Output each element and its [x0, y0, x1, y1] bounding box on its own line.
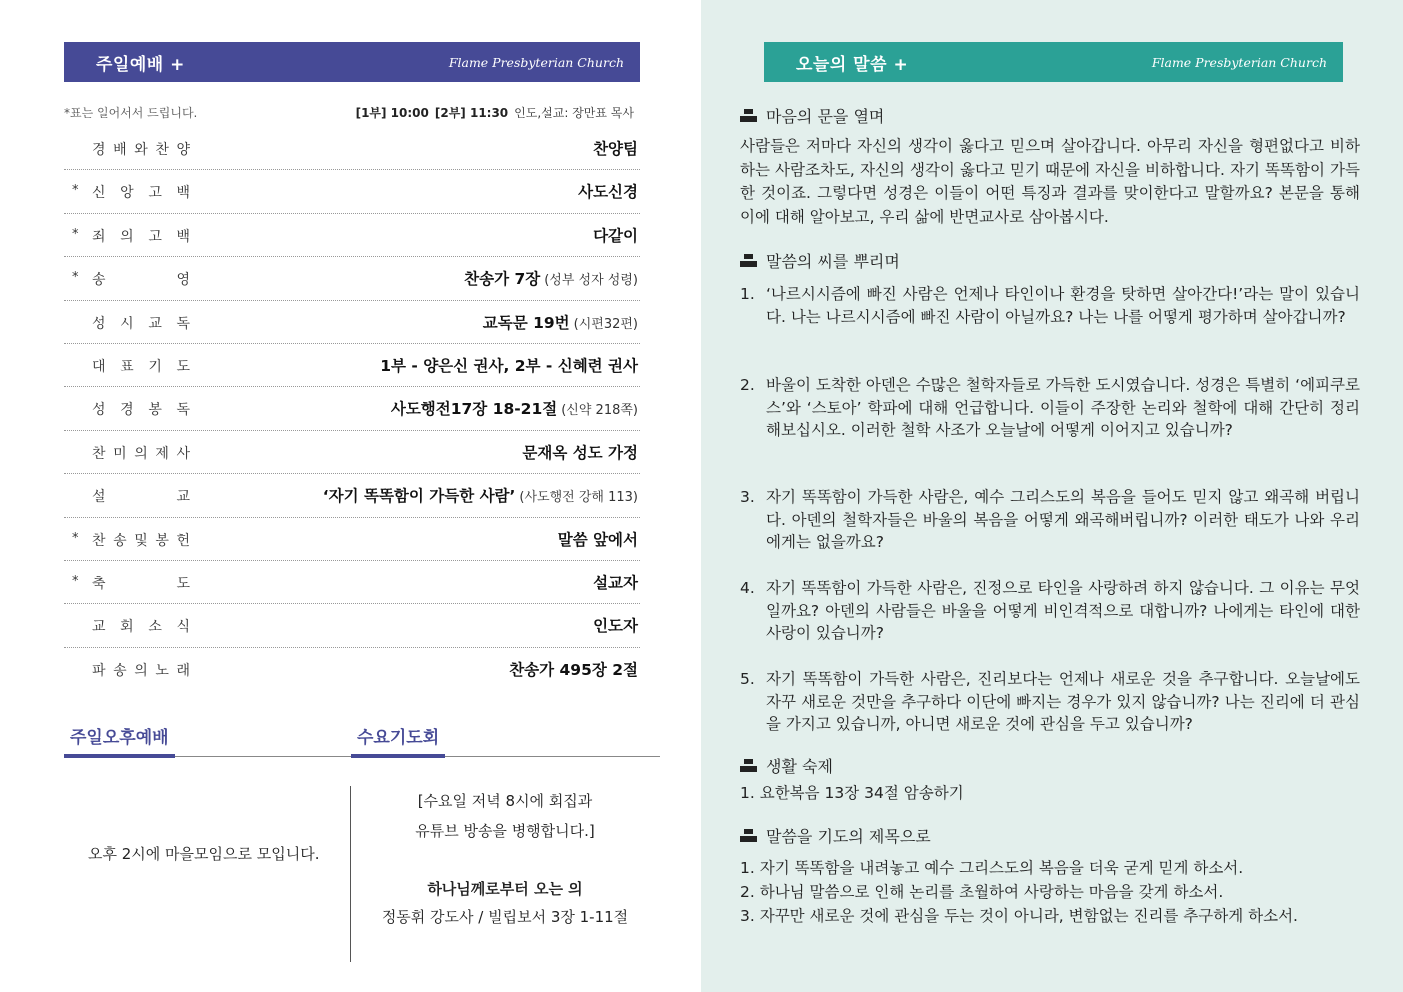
order-label-char: 교: [92, 619, 106, 636]
order-label-char: 교: [176, 489, 190, 506]
order-value-main: ‘자기 똑똑함이 가득한 사람’: [322, 487, 516, 506]
order-value-main: 찬송가 7장: [464, 270, 541, 289]
order-label-char: 도: [176, 358, 190, 375]
order-value: [464, 267, 638, 289]
order-value: [380, 354, 638, 376]
question-text: 바울이 도착한 아덴은 수많은 철학자들로 가득한 도시였습니다. 성경은 특별히 ‘에피쿠로스’와 ‘스토아’ 학파에 대해 언급합니다. 이들이 주장한 논리와 철학에 대해 간단히 정리해보십시오. 이러한 철학 사조가 오늘날에 어떻게 이어지고 있습니까?: [766, 376, 1360, 439]
intro-paragraph: 사람들은 저마다 자신의 생각이 옳다고 믿으며 살아갑니다. 아무리 자신을 형편없다고 비하하는 사람조차도, 자신의 생각이 옳다고 믿기 때문에 자신을 비하합니다. 자기 똑똑함이 가득한 것이죠. 그렇다면 성경은 이들이 어떤 특징과 결과를 맞이한다고 말할까요? 본문을 통해 이에 대해 알아보고, 우리 삶에 반면교사로 삼아봅시다.: [740, 137, 1360, 226]
prayer-item: 1. 자기 똑똑함을 내려놓고 예수 그리스도의 복음을 더욱 굳게 믿게 하소서.: [740, 859, 1244, 877]
order-label-char: 찬: [155, 142, 169, 158]
order-label-char: 백: [176, 185, 190, 202]
order-value-main: 사도신경: [578, 183, 638, 202]
order-label-char: 경: [120, 402, 134, 419]
order-label-char: 와: [134, 142, 148, 158]
order-label-char: 양: [176, 142, 190, 158]
prayer-item: 3. 자꾸만 새로운 것에 관심을 두는 것이 아니라, 변함없는 진리를 추구하게 하소서.: [740, 907, 1298, 925]
wednesday-line-2: 유튜브 방송을 병행합니다.]: [415, 822, 595, 840]
order-value: [323, 484, 638, 506]
question-item: [740, 283, 1360, 328]
order-label: [92, 530, 190, 550]
order-label: [92, 139, 190, 159]
order-label-char: 회: [120, 619, 134, 636]
order-value: [578, 180, 638, 202]
service-time-2: [2부] 11:30: [434, 106, 509, 120]
order-value: [593, 137, 638, 159]
order-of-worship: [64, 127, 640, 690]
order-label: [92, 616, 190, 636]
order-value-main: 1부 - 양은신 권사, 2부 - 신혜련 권사: [380, 356, 638, 375]
order-label-char: 소: [148, 619, 162, 636]
order-label-char: 및: [134, 532, 148, 549]
order-label-char: 사: [176, 445, 190, 462]
order-label-char: 식: [176, 619, 190, 636]
order-label-char: 고: [148, 185, 162, 202]
order-label-char: 독: [176, 402, 190, 419]
order-label: [92, 399, 190, 419]
order-label-char: 교: [148, 315, 162, 332]
order-value-note: (신약 218쪽): [561, 403, 638, 419]
leader: 인도,설교: 장만표 목사: [514, 106, 634, 120]
wednesday-sermon-title: 하나님께로부터 오는 의: [427, 880, 583, 898]
order-label-char: 앙: [120, 185, 134, 202]
question-text: ‘나르시시즘에 빠진 사람은 언제나 타인이나 환경을 탓하면 살아간다!’라는 말이 있습니다. 나는 나르시시즘에 빠진 사람이 아닐까요? 나는 나를 어떻게 평가하며 살아갑니까?: [766, 285, 1360, 326]
order-label-char: 영: [176, 272, 190, 289]
order-label-char: 제: [155, 445, 169, 462]
word-banner-title: 오늘의 말씀 +: [796, 54, 909, 75]
worship-banner: [64, 42, 640, 82]
order-label-char: 성: [92, 402, 106, 419]
order-label-char: 경: [92, 142, 106, 158]
order-row: [64, 170, 640, 213]
standing-mark: *: [72, 226, 79, 242]
order-label: [92, 356, 190, 376]
order-value-main: 인도자: [593, 617, 638, 636]
order-label-char: 찬: [92, 445, 106, 462]
order-value-main: 찬양팀: [593, 140, 638, 158]
order-value: [391, 397, 638, 419]
podium-icon: [740, 828, 757, 843]
podium-icon: [740, 253, 757, 268]
order-label-char: 의: [134, 662, 148, 679]
order-label: [92, 313, 190, 333]
section-open-heart: [740, 104, 884, 127]
question-item: [740, 577, 1360, 645]
prayer-item: 2. 하나님 말씀으로 인해 논리를 초월하여 사랑하는 마음을 갖게 하소서.: [740, 883, 1224, 901]
order-row: [64, 518, 640, 561]
order-label-char: 표: [120, 358, 134, 375]
order-value: [483, 311, 638, 333]
order-value-note: (사도행전 강해 113): [519, 490, 638, 506]
section-title: 마음의 문을 열며: [766, 107, 885, 126]
order-row: [64, 214, 640, 257]
order-label-char: 신: [92, 185, 106, 202]
sub-services-tabs: [64, 720, 660, 757]
order-label-char: 도: [176, 575, 190, 592]
order-row: [64, 257, 640, 300]
order-label-char: 죄: [92, 228, 106, 245]
divider: [350, 786, 351, 962]
order-label-char: 송: [92, 272, 106, 289]
section-sow-word: [740, 249, 900, 272]
order-label-char: 래: [176, 662, 190, 679]
wednesday-line-1: [수요일 저녁 8시에 회집과: [417, 792, 593, 810]
order-value: [593, 571, 638, 593]
order-label-char: 의: [134, 445, 148, 462]
service-info: [64, 104, 640, 124]
homework-item: 1. 요한복음 13장 34절 암송하기: [740, 784, 964, 802]
order-value-main: 찬송가 495장 2절: [509, 660, 638, 679]
order-label-char: 설: [92, 489, 106, 506]
order-label-char: 송: [113, 662, 127, 679]
section-title: 말씀의 씨를 뿌리며: [766, 252, 900, 271]
section-title: 말씀을 기도의 제목으로: [766, 827, 931, 846]
word-banner: [764, 42, 1343, 82]
question-number: 4.: [740, 579, 755, 597]
order-label: [92, 573, 190, 593]
order-value-note: (성부 성자 성령): [544, 273, 638, 289]
question-text: 자기 똑똑함이 가득한 사람은, 진리보다는 언제나 새로운 것을 추구합니다. 오늘날에도 자꾸 새로운 것만을 추구하다 이단에 빠지는 경우가 있지 않습니까? 나는 진리에 더 관심을 가지고 있습니까, 아니면 새로운 것에 관심을 두고 있습니까?: [766, 670, 1360, 733]
order-value: [593, 224, 638, 246]
order-label-char: 기: [148, 358, 162, 375]
order-label-char: 시: [120, 315, 134, 332]
order-label: [92, 486, 190, 506]
question-number: 1.: [740, 285, 755, 303]
order-label: [92, 182, 190, 202]
order-row: [64, 604, 640, 647]
service-times: [356, 104, 634, 121]
order-value: [509, 658, 638, 680]
section-prayer: [740, 824, 931, 847]
order-label: [92, 660, 190, 680]
standing-mark: *: [72, 183, 79, 199]
question-text: 자기 똑똑함이 가득한 사람은, 예수 그리스도의 복음을 들어도 믿지 않고 왜곡해 버립니다. 아덴의 철학자들은 바울의 복음을 어떻게 왜곡해버립니까? 이러한 태도가 나와 우리에게는 없을까요?: [766, 488, 1360, 551]
question-text: 자기 똑똑함이 가득한 사람은, 진정으로 타인을 사랑하려 하지 않습니다. 그 이유는 무엇일까요? 아덴의 사람들은 바울을 어떻게 비인격적으로 대합니까? 나에게는 타인에 대한 사랑이 있습니까?: [766, 579, 1360, 642]
church-name: Flame Presbyterian Church: [448, 54, 624, 70]
service-time-1: [1부] 10:00: [355, 106, 429, 120]
order-label-char: 배: [113, 142, 127, 158]
podium-icon: [740, 758, 757, 773]
order-row: [64, 127, 640, 170]
order-label: [92, 269, 190, 289]
order-label-char: 찬: [92, 532, 106, 549]
order-label-char: 백: [176, 228, 190, 245]
order-label-char: 송: [113, 532, 127, 549]
order-value: [558, 528, 638, 550]
order-row: [64, 648, 640, 690]
order-value-note: (시편32편): [573, 316, 638, 332]
worship-banner-title: 주일예배 +: [96, 54, 185, 75]
order-label-char: 헌: [176, 532, 190, 549]
wednesday-preacher: 정동휘 강도사 / 빌립보서 3장 1-11절: [381, 908, 629, 926]
order-row: [64, 561, 640, 604]
order-value-main: 사도행전17장 18-21절: [390, 400, 558, 419]
order-label-char: 봉: [148, 402, 162, 419]
worship-order-page: [0, 0, 701, 992]
order-label-char: 독: [176, 315, 190, 332]
standing-mark: *: [72, 270, 79, 286]
question-number: 3.: [740, 488, 755, 506]
order-value-main: 교독문 19번: [482, 313, 570, 332]
question-item: [740, 668, 1360, 736]
question-number: 2.: [740, 376, 755, 394]
church-name: Flame Presbyterian Church: [1151, 54, 1327, 70]
section-homework: [740, 754, 833, 777]
order-value: [522, 441, 638, 463]
order-value: [593, 614, 638, 636]
order-row: [64, 301, 640, 344]
order-label-char: 의: [120, 228, 134, 245]
question-item: [740, 486, 1360, 554]
order-label-char: 축: [92, 575, 106, 592]
order-label: [92, 443, 190, 463]
standing-note: *표는 일어서서 드립니다.: [64, 106, 198, 120]
podium-icon: [740, 108, 757, 123]
order-row: [64, 474, 640, 517]
question-number: 5.: [740, 670, 755, 688]
order-row: [64, 344, 640, 387]
order-label-char: 파: [92, 662, 106, 679]
section-title: 생활 숙제: [766, 757, 833, 776]
standing-mark: *: [72, 530, 79, 546]
tab-wednesday-prayer: 수요기도회: [351, 723, 445, 758]
order-value-main: 문재옥 성도 가정: [522, 443, 638, 462]
tab-afternoon-service: 주일오후예배: [64, 723, 175, 758]
order-label-char: 성: [92, 315, 106, 332]
order-label: [92, 226, 190, 246]
order-label-char: 봉: [155, 532, 169, 549]
question-item: [740, 374, 1360, 442]
order-value-main: 설교자: [593, 573, 638, 592]
order-label-char: 노: [155, 662, 169, 679]
order-value-main: 다같이: [593, 226, 638, 245]
order-label-char: 대: [92, 358, 106, 375]
standing-mark: *: [72, 573, 79, 589]
afternoon-service-text: 오후 2시에 마을모임으로 모입니다.: [88, 845, 320, 863]
order-row: [64, 387, 640, 430]
order-label-char: 미: [113, 445, 127, 462]
order-value-main: 말씀 앞에서: [557, 530, 638, 549]
order-row: [64, 431, 640, 474]
order-label-char: 고: [148, 228, 162, 245]
